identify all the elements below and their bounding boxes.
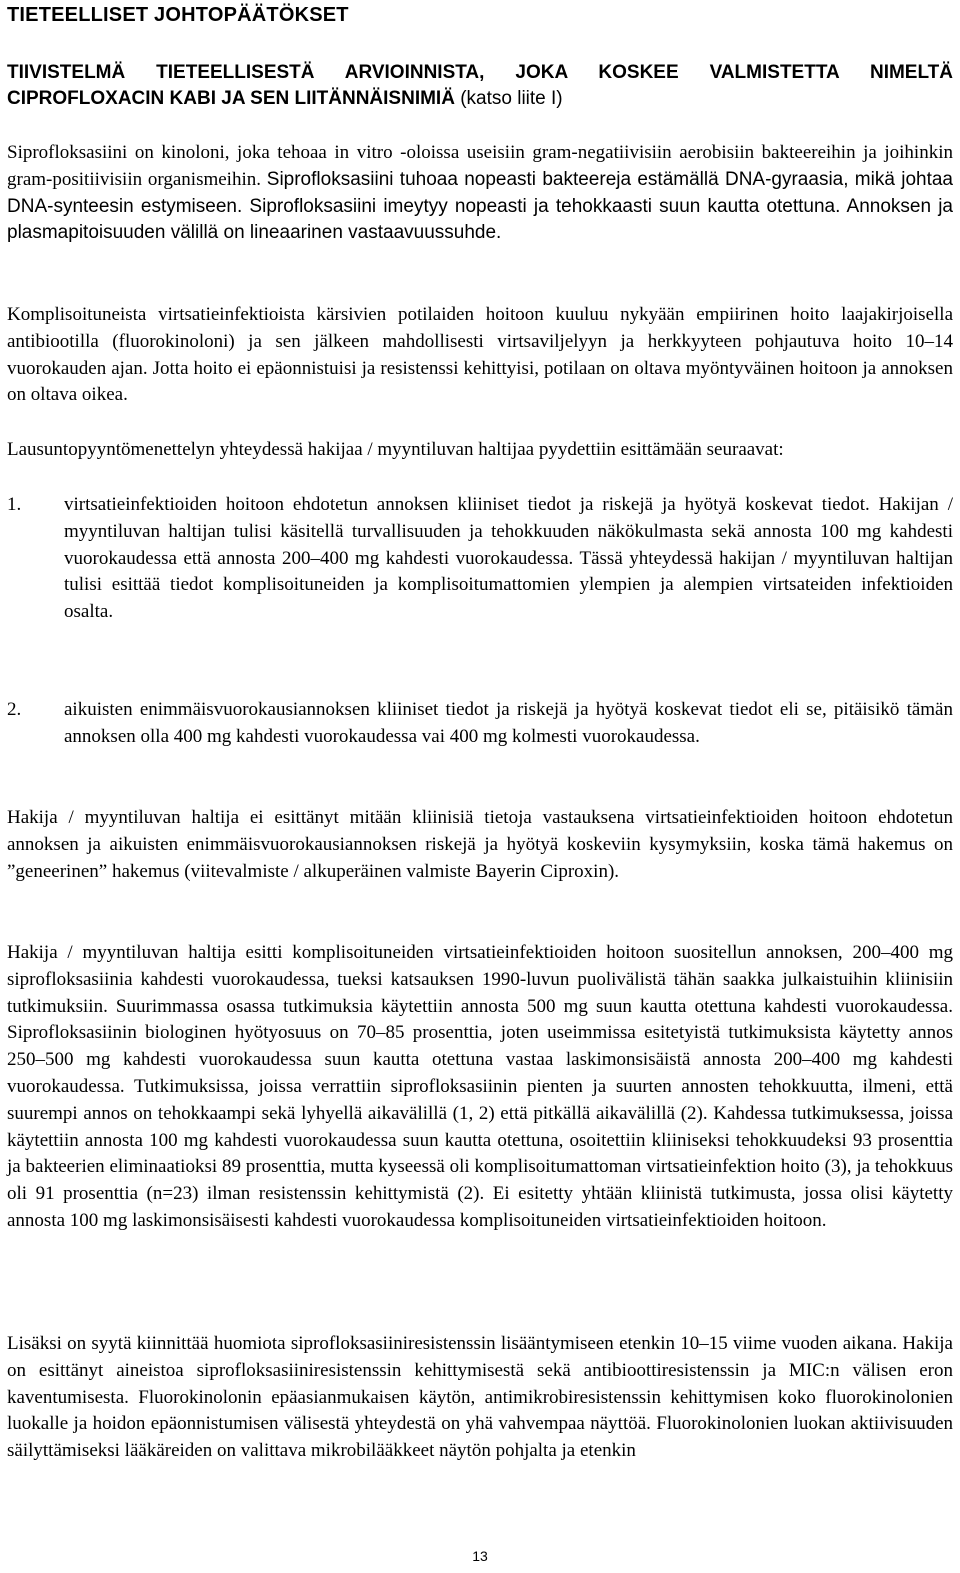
presented-data-paragraph: Hakija / myyntiluvan haltija esitti komplisoituneiden virtsatieinfektioiden hoitoon suositellun annoksen, 200–400 mg siprofloksasiinia kahdesti vuorokaudessa, tueksi katsauksen 1990-luvun puolivälistä tähän saakka julkaistuihin kliinisiin tutkimuksiin. Suurimmassa osassa tutkimuksia käytettiin annosta 500 mg suun kautta otettuna kahdesti vuorokaudessa. Siprofloksasiinin biologinen hyötyosuus on 70–85 prosenttia, joten useimmissa esitetyistä tutkimuksista käytetty annos 250–500 mg kahdesti vuorokaudessa suun kautta otettuna vastaa laskimonsisäistä annosta 200–400 mg kahdesti vuorokaudessa. Tutkimuksissa, joissa verrattiin siprofloksasiinin pienten ja suurten annosten tehokkuutta, ilmeni, että suurempi annos on tehokkaampi sekä lyhyellä aikavälillä (1, 2) että pitkällä aikavälillä (2). Kahdessa tutkimuksessa, joissa käytettiin annosta 100 mg kahdesti vuorokaudessa suun kautta otettuna, osoitettiin kliiniseksi tehokkuudeksi 93 prosenttia ja bakteerien eliminaatioksi 89 prosenttia, mutta kyseessä oli komplisoitumattoman virtsatieinfektion hoito (3), ja tehokkuus oli 91 prosenttia (n=23) ilman resistenssin kehittymistä (2). Ei esitetty yhtään kliinistä tutkimusta, jossa olisi käytetty annosta 100 mg laskimonsisäisesti kahdesti vuorokaudessa komplisoituneiden virtsatieinfektioiden hoitoon. [7,942,953,1231]
complicated-uti-paragraph: Komplisoituneista virtsatieinfektioista kärsivien potilaiden hoitoon kuuluu nykyään empiirinen hoito laajakirjoisella antibiootilla (fluorokinoloni) ja sen jälkeen mahdollisesti virtsaviljelyyn ja herkkyyteen pohjautuva hoito 10–14 vuorokauden ajan. Jotta hoito ei epäonnistuisi ja resistenssi kehittyisi, potilaan on oltava myöntyväinen hoitoon ja annoksen on oltava oikea. [7,304,953,406]
list-item-text: virtsatieinfektioiden hoitoon ehdotetun annoksen kliiniset tiedot ja riskejä ja hyötyä koskevat tiedot. Hakijan / myyntiluvan haltijan tulisi käsitellä turvallisuuden ja tehokkuuden näkökulmasta sekä annosta 100 mg kahdesti vuorokaudessa että annosta 200–400 mg kahdesti vuorokaudessa. Tässä yhteydessä hakijan / myyntiluvan haltijan tulisi esittää tiedot komplisoituneiden ja komplisoitumattomien ylempien ja alempien virtsateiden infektioiden osalta. [64,494,953,623]
list-item [7,697,953,751]
resistance-paragraph: Lisäksi on syytä kiinnittää huomiota siprofloksasiiniresistenssin lisääntymiseen etenkin 10–15 viime vuoden aikana. Hakija on esittänyt aineistoa siprofloksasiiniresistenssin kehittymisestä sekä antibioottiresistenssin ja MIC:n välisen eron kaventumisesta. Fluorokinolonin epäasianmukaisen käytön, antimikrobiresistenssin kehittymisen koko fluorokinolonien luokalle ja hoidon epäonnistumisen välisestä yhteydestä on yhä vahvempaa näyttöä. Fluorokinolonien luokan aktiivisuuden säilyttämiseksi lääkäreiden on valittava mikrobilääkkeet näytön pohjalta ja etenkin [7,1333,953,1462]
intro-text-serif: Siprofloksasiini on kinoloni, joka tehoaa in vitro -oloissa useisiin gram-negatiivisiin aerobisiin bakteereihin ja joihinkin gram-positiivisiin organismeihin. [7,142,953,190]
no-clinical-data-paragraph: Hakija / myyntiluvan haltija ei esittänyt mitään kliinisiä tietoja vastauksena virtsatieinfektioiden hoitoon ehdotetun annoksen ja aikuisten enimmäisvuorokausiannoksen riskejä ja hyötyä koskeviin kysymyksiin, koska tämä hakemus on ”geneerinen” hakemus (viitevalmiste / alkuperäinen valmiste Bayerin Ciproxin). [7,807,953,882]
list-item-number: 2. [7,699,22,720]
section-heading-bold: TIIVISTELMÄ TIETEELLISESTÄ ARVIOINNISTA, JOKA KOSKEE VALMISTETTA NIMELTÄ CIPROFLOXACIN KABI JA SEN LIITÄNNÄISNIMIÄ [7,62,953,109]
intro-paragraph [7,140,953,247]
intro-text-sans: Siprofloksasiini tuhoaa nopeasti bakteereja estämällä DNA-gyraasia, mikä johtaa DNA-synteesin estymiseen. Siprofloksasiini imeytyy nopeasti ja tehokkaasti suun kautta otettuna. Annoksen ja plasmapitoisuuden välillä on lineaarinen vastaavuussuhde. [7,168,953,244]
request-paragraph: Lausuntopyyntömenettelyn yhteydessä hakijaa / myyntiluvan haltijaa pyydettiin esittämään seuraavat: [7,439,784,460]
list-item [7,492,953,626]
list-item-text: aikuisten enimmäisvuorokausiannoksen kliiniset tiedot ja riskejä ja hyötyä koskevat tiedot eli se, pitäisikö tämän annoksen olla 400 mg kahdesti vuorokaudessa vai 400 mg kolmesti vuorokaudessa. [64,699,953,747]
page-number: 13 [472,1548,488,1564]
list-item-number: 1. [7,494,22,515]
page-title: TIETEELLISET JOHTOPÄÄTÖKSET [7,4,349,26]
section-heading-note: (katso liite I) [454,88,563,109]
section-heading [7,60,953,112]
